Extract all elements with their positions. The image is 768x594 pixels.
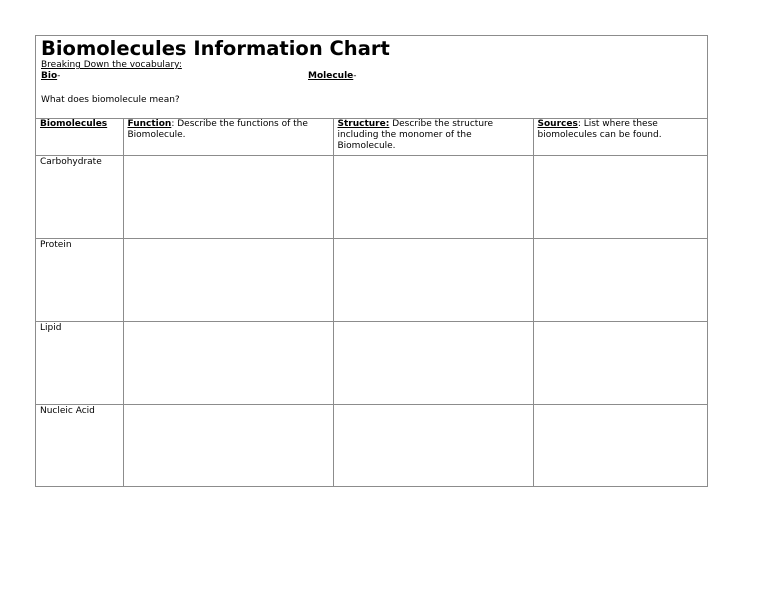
row-carbohydrate-structure-cell[interactable] xyxy=(333,155,533,238)
row-protein-structure-cell[interactable] xyxy=(333,238,533,321)
header-sources-label: Sources xyxy=(537,119,578,129)
header-function-label: Function xyxy=(127,119,172,129)
molecule-term xyxy=(308,71,357,82)
header-structure-desc: Describe the structure including the monomer of the Biomolecule. xyxy=(337,119,494,151)
biomolecules-table xyxy=(36,118,707,487)
molecule-term-label: Molecule xyxy=(308,71,354,81)
header-biomolecules xyxy=(36,118,123,155)
header-structure xyxy=(333,118,533,155)
molecule-term-dash: - xyxy=(353,71,357,81)
table-row xyxy=(36,321,707,404)
bio-term-dash: - xyxy=(57,71,61,81)
row-lipid-sources-cell[interactable] xyxy=(533,321,707,404)
row-nucleic-acid-structure-cell[interactable] xyxy=(333,404,533,487)
header-sources-desc: : List where these biomolecules can be found. xyxy=(537,119,662,140)
table-row xyxy=(36,238,707,321)
header-function xyxy=(123,118,333,155)
row-lipid-structure-cell[interactable] xyxy=(333,321,533,404)
row-carbohydrate-sources-cell[interactable] xyxy=(533,155,707,238)
header-structure-label: Structure: xyxy=(337,119,390,129)
worksheet-header xyxy=(36,36,707,119)
bio-term xyxy=(41,71,60,82)
header-sources xyxy=(533,118,707,155)
header-function-desc: : Describe the functions of the Biomolecule. xyxy=(127,119,308,140)
vocabulary-intro: Breaking Down the vocabulary: xyxy=(41,60,182,70)
row-nucleic-acid-function-cell[interactable] xyxy=(123,404,333,487)
page-title: Biomolecules Information Chart xyxy=(41,37,390,60)
row-lipid-name: Lipid xyxy=(36,321,123,404)
table-row xyxy=(36,155,707,238)
biomolecule-question: What does biomolecule mean? xyxy=(41,95,180,105)
row-protein-function-cell[interactable] xyxy=(123,238,333,321)
row-lipid-function-cell[interactable] xyxy=(123,321,333,404)
row-carbohydrate-function-cell[interactable] xyxy=(123,155,333,238)
bio-term-label: Bio xyxy=(41,71,58,81)
row-nucleic-acid-name: Nucleic Acid xyxy=(36,404,123,487)
header-biomolecules-label: Biomolecules xyxy=(40,119,108,129)
table-row xyxy=(36,404,707,487)
row-nucleic-acid-sources-cell[interactable] xyxy=(533,404,707,487)
row-carbohydrate-name: Carbohydrate xyxy=(36,155,123,238)
row-protein-sources-cell[interactable] xyxy=(533,238,707,321)
worksheet xyxy=(35,35,708,487)
row-protein-name: Protein xyxy=(36,238,123,321)
table-header-row xyxy=(36,118,707,155)
